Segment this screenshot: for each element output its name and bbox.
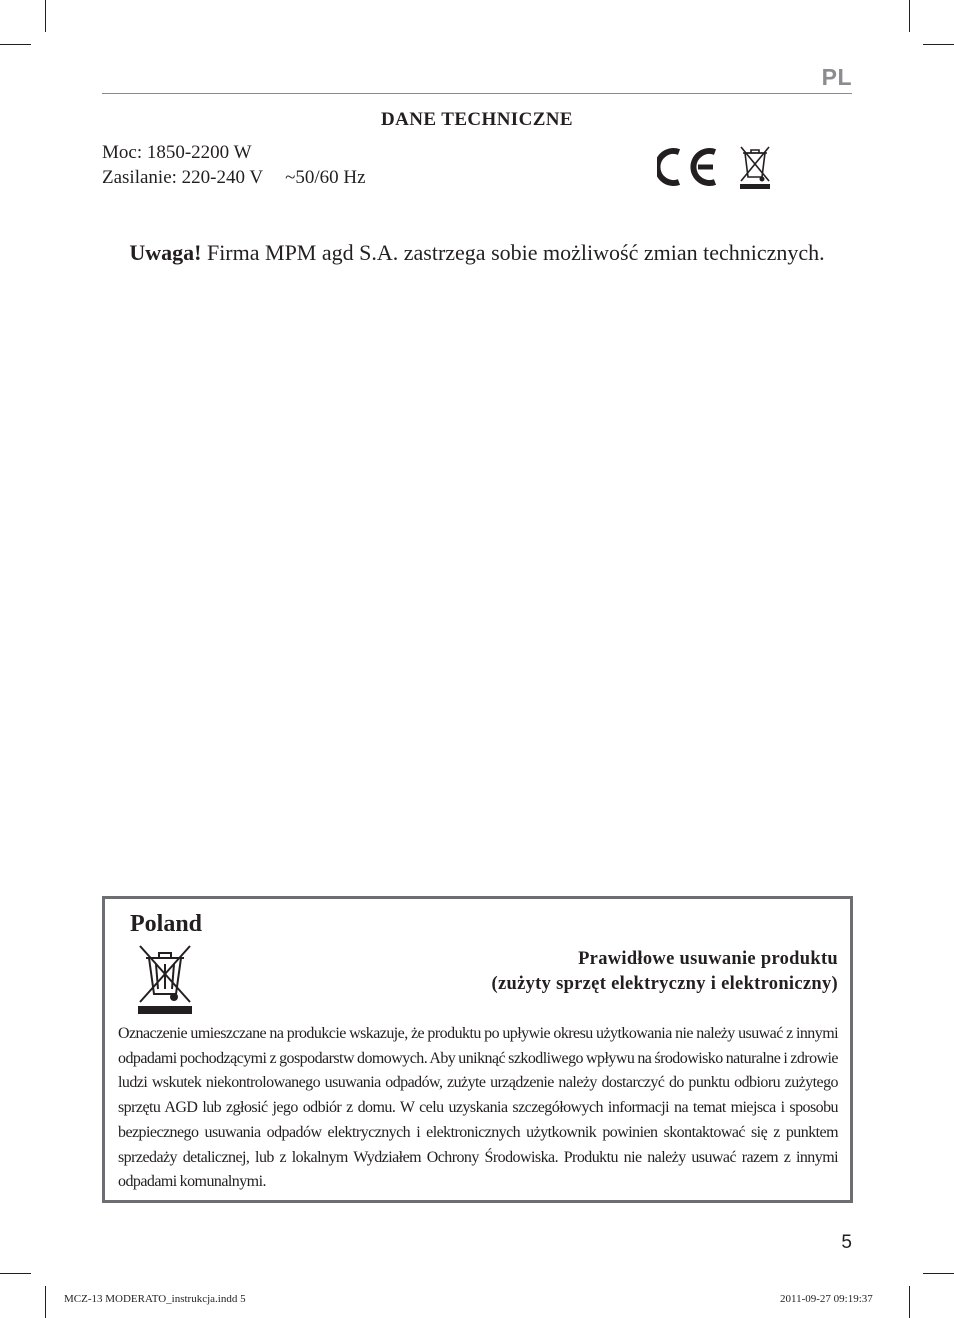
crop-mark: [923, 1273, 954, 1274]
crop-mark: [45, 1286, 46, 1318]
disposal-info-box: [102, 896, 853, 1203]
supply-frequency-text: ~50/60 Hz: [285, 167, 366, 188]
weee-bin-icon: [738, 144, 772, 190]
country-label: Poland: [130, 911, 203, 937]
weee-bin-icon: [136, 942, 194, 1015]
power-spec: [102, 141, 252, 165]
disposal-title: [492, 947, 838, 997]
crop-mark: [0, 1273, 31, 1274]
page-number: 5: [841, 1232, 852, 1253]
header-divider: [102, 93, 852, 94]
disposal-body-text: Oznaczenie umieszczane na produkcie wskazuje, że produktu po upływie okresu użytkowania nie należy usuwać z innymi odpadami pochodzącymi z gospodarstw domowych. Aby uniknąć szkodliwego wpływu na środowisko naturalne i zdrowie ludzi wskutek niekontrolowanego usuwania odpadów, zużyte urządzenie należy dostarczyć do punktu odbioru zużytego sprzętu AGD lub zgłosić jego odbiór z domu. W celu uzyskania szczegółowych informacji na temat miejsca i sposobu bezpiecznego usuwania odpadów elektrycznych i elektronicznych użytkownik powinien skontaktować się z punktem sprzedaży detalicznej, lub z lokalnym Wydziałem Ochrony Środowiska. Produktu nie należy usuwać razem z innymi odpadami komunalnymi.: [118, 1025, 838, 1191]
disposal-title-line2: (zużyty sprzęt elektryczny i elektroniczny): [491, 974, 838, 994]
crop-mark: [45, 0, 46, 32]
supply-spec: [102, 166, 366, 190]
power-spec-text: Moc: 1850-2200 W: [102, 142, 252, 163]
disposal-title-line1: Prawidłowe usuwanie produktu: [578, 949, 838, 969]
crop-mark: [923, 44, 954, 45]
supply-voltage-text: Zasilanie: 220-240 V: [102, 167, 264, 188]
crop-mark: [909, 1286, 910, 1318]
technical-data-title: DANE TECHNICZNE: [381, 109, 573, 130]
language-code: PL: [821, 64, 852, 90]
slug-file-info: MCZ-13 MODERATO_instrukcja.indd 5: [64, 1293, 246, 1305]
notice-label: Uwaga!: [129, 240, 202, 265]
crop-mark: [0, 44, 31, 45]
technical-changes-notice: [102, 240, 852, 266]
crop-mark: [909, 0, 910, 32]
notice-text: Firma MPM agd S.A. zastrzega sobie możliwość zmian technicznych.: [201, 240, 825, 265]
ce-mark-icon: [657, 146, 719, 188]
slug-date-info: 2011-09-27 09:19:37: [780, 1293, 873, 1305]
